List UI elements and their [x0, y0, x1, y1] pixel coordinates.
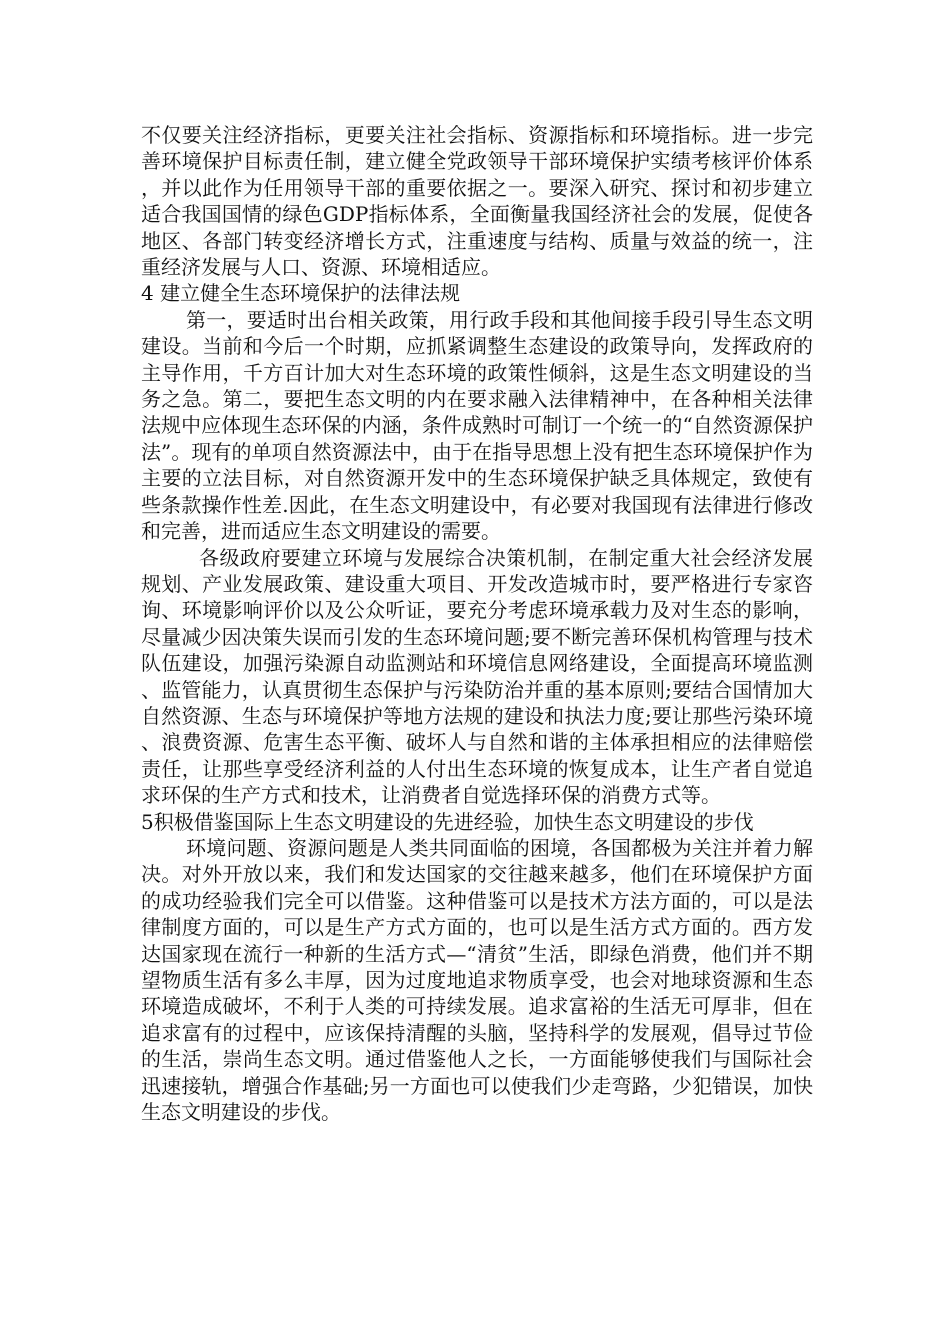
paragraph-4-2: 各级政府要建立环境与发展综合决策机制，在制定重大社会经济发展规划、产业发展政策、建设重大项目、开发改造城市时，要严格进行专家咨询、环境影响评价以及公众听证，要充分考虑环境承载力及对生态的影响，尽量减少因决策失误而引发的生态环境问题;要不断完善环保机构管理与技术队伍建设，加强污染源自动监测站和环境信息网络建设，全面提高环境监测、监管能力，认真贯彻生态保护与污染防治并重的基本原则;要结合国情加大自然资源、生态与环境保护等地方法规的建设和执法力度;要让那些污染环境、浪费资源、危害生态平衡、破坏人与自然和谐的主体承担相应的法律赔偿责任，让那些享受经济利益的人付出生态环境的恢复成本，让生产者自觉追求环保的生产方式和技术，让消费者自觉选择环保的消费方式等。 [141, 545, 813, 808]
paragraph-4-1: 第一，要适时出台相关政策，用行政手段和其他间接手段引导生态文明建设。当前和今后一个时期，应抓紧调整生态建设的政策导向，发挥政府的主导作用，千方百计加大对生态环境的政策性倾斜，这是生态文明建设的当务之急。第二，要把生态文明的内在要求融入法律精神中，在各种相关法律法规中应体现生态环保的内涵，条件成熟时可制订一个统一的“自然资源保护法”。现有的单项自然资源法中，由于在指导思想上没有把生态环境保护作为主要的立法目标，对自然资源开发中的生态环境保护缺乏具体规定，致使有些条款操作性差.因此，在生态文明建设中，有必要对我国现有法律进行修改和完善，进而适应生态文明建设的需要。 [141, 307, 813, 544]
paragraph-5-1: 环境问题、资源问题是人类共同面临的困境，各国都极为关注并着力解决。对外开放以来，我们和发达国家的交往越来越多，他们在环境保护方面的成功经验我们完全可以借鉴。这种借鉴可以是技术方法方面的，可以是法律制度方面的，可以是生产方式方面的，也可以是生活方式方面的。西方发达国家现在流行一种新的生活方式—“清贫”生活，即绿色消费，他们并不期望物质生活有多么丰厚，因为过度地追求物质享受，也会对地球资源和生态环境造成破坏，不利于人类的可持续发展。追求富裕的生活无可厚非，但在追求富有的过程中，应该保持清醒的头脑，坚持科学的发展观，倡导过节俭的生活，崇尚生态文明。通过借鉴他人之长，一方面能够使我们与国际社会迅速接轨，增强合作基础;另一方面也可以使我们少走弯路，少犯错误，加快生态文明建设的步伐。 [141, 835, 813, 1125]
section-heading-5: 5积极借鉴国际上生态文明建设的先进经验，加快生态文明建设的步伐 [141, 809, 754, 834]
section-heading-4: 4 建立健全生态环境保护的法律法规 [141, 281, 461, 306]
paragraph-continuation: 不仅要关注经济指标，更要关注社会指标、资源指标和环境指标。进一步完善环境保护目标责任制，建立健全党政领导干部环境保护实绩考核评价体系，并以此作为任用领导干部的重要依据之一。要深入研究、探讨和初步建立适合我国国情的绿色GDP指标体系，全面衡量我国经济社会的发展，促使各地区、各部门转变经济增长方式，注重速度与结构、质量与效益的统一，注重经济发展与人口、资源、环境相适应。 [141, 123, 813, 280]
document-page [141, 122, 813, 1125]
